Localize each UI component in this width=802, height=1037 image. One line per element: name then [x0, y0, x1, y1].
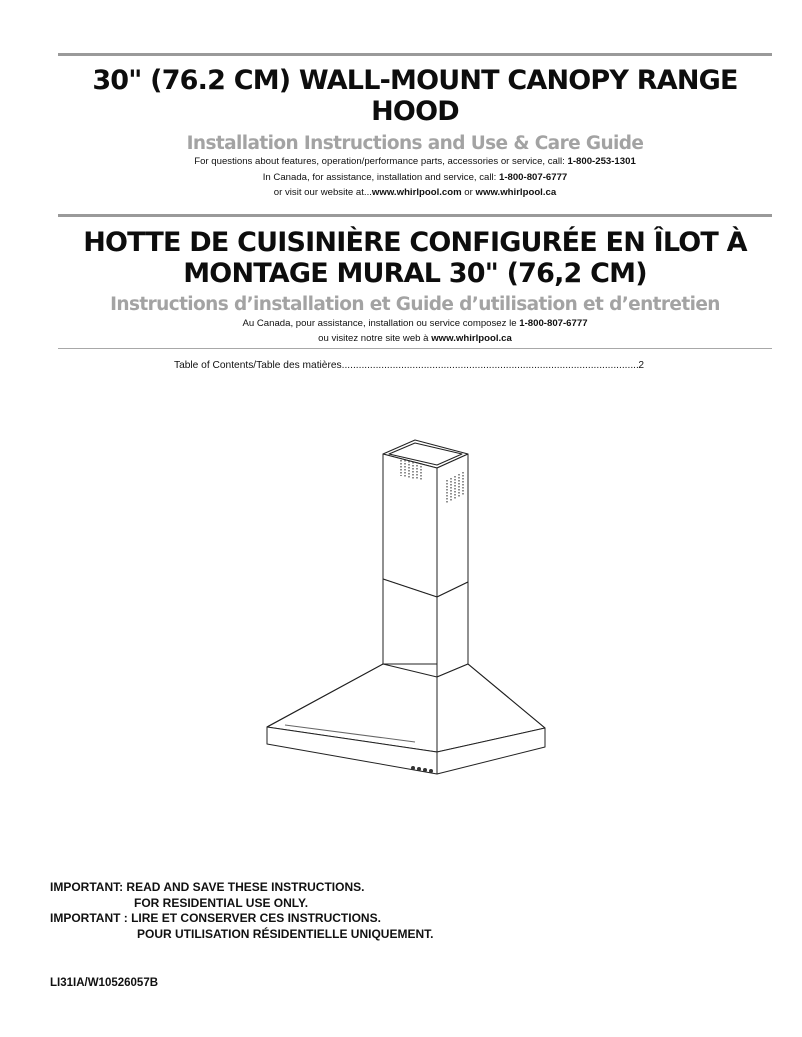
website-link-ca[interactable]: www.whirlpool.ca [431, 333, 512, 344]
contact-text: Au Canada, pour assistance, installation ou service composez le [242, 318, 520, 329]
toc-page-number: 2 [638, 360, 644, 371]
contact-text: In Canada, for assistance, installation and service, call: [262, 172, 499, 183]
english-contact-line2 [58, 172, 772, 184]
french-title [58, 227, 772, 289]
document-number: LI31IA/W10526057B [50, 977, 159, 989]
bottom-divider [58, 348, 772, 349]
middle-divider [58, 214, 772, 217]
french-subtitle: Instructions d’installation et Guide d’utilisation et d’entretien [110, 294, 720, 315]
residential-use-fr: POUR UTILISATION RÉSIDENTIELLE UNIQUEMENT. [137, 926, 434, 941]
contact-text: ou visitez notre site web à [318, 333, 432, 344]
website-link-com[interactable]: www.whirlpool.com [371, 187, 462, 198]
important-notice [50, 880, 433, 942]
english-contact-line1 [58, 156, 772, 168]
english-subtitle: Installation Instructions and Use & Care Guide [186, 133, 644, 154]
contact-text: or visit our website at... [273, 187, 372, 198]
contact-or: or [461, 187, 476, 198]
english-title [58, 65, 772, 127]
english-title-line1: 30" (76.2 CM) WALL-MOUNT CANOPY RANGE [92, 65, 738, 96]
residential-use-en: FOR RESIDENTIAL USE ONLY. [134, 895, 309, 910]
toc-label: Table of Contents/Table des matières [174, 360, 342, 371]
english-contact-line3 [58, 187, 772, 199]
important-line-en: IMPORTANT: READ AND SAVE THESE INSTRUCTIONS. [50, 880, 365, 894]
french-title-line1: HOTTE DE CUISINIÈRE CONFIGURÉE EN ÎLOT À [83, 227, 747, 258]
french-contact-line2 [58, 333, 772, 345]
french-title-line2: MONTAGE MURAL 30" (76,2 CM) [183, 258, 647, 289]
website-link-ca[interactable]: www.whirlpool.ca [475, 187, 557, 198]
important-line-fr: IMPORTANT : LIRE ET CONSERVER CES INSTRUCTIONS. [50, 911, 381, 925]
contact-text: For questions about features, operation/performance parts, accessories or service, call: [194, 156, 568, 167]
toc-leader-dots [342, 359, 639, 372]
us-phone-number: 1-800-253-1301 [567, 156, 636, 167]
canada-phone-number: 1-800-807-6777 [498, 172, 568, 183]
english-title-line2: HOOD [371, 96, 459, 127]
range-hood-illustration [255, 432, 555, 827]
top-divider [58, 53, 772, 56]
canada-phone-number: 1-800-807-6777 [519, 318, 588, 329]
french-contact-line1 [58, 318, 772, 330]
table-of-contents-link[interactable] [174, 359, 644, 372]
